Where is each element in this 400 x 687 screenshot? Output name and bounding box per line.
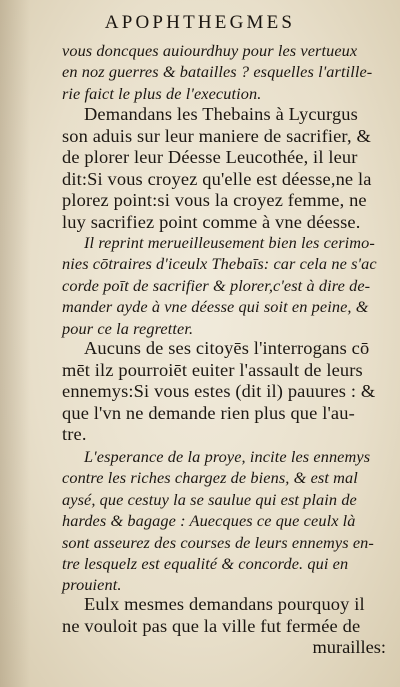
text-line: Demandans les Thebains à Lycurgus bbox=[84, 104, 358, 124]
apophthegm-paragraph-3 bbox=[62, 594, 390, 637]
apophthegm-paragraph-1 bbox=[62, 104, 390, 234]
text-line: luy sacrifiez point comme à vne déesse. bbox=[62, 211, 361, 232]
running-head: APOPHTHEGMES bbox=[104, 12, 296, 33]
text-line: pour ce la regretter. bbox=[62, 318, 194, 338]
text-line: mēt ilz pourroiēt euiter l'assault de leurs bbox=[62, 359, 363, 380]
page-gutter-shadow bbox=[0, 0, 30, 687]
commentary-paragraph-2 bbox=[62, 232, 390, 339]
text-line: rie faict le plus de l'execution. bbox=[62, 83, 262, 103]
text-line: L'esperance de la proye, incite les ennemys bbox=[84, 447, 371, 466]
text-line: contre les riches chargez de biens, & est mal bbox=[62, 468, 358, 488]
commentary-paragraph-3 bbox=[62, 446, 390, 596]
text-line: son aduis sur leur maniere de sacrifier, & bbox=[62, 125, 371, 146]
text-line: de plorer leur Déesse Leucothée, il leur bbox=[62, 147, 358, 168]
text-line: ne vouloit pas que la ville fut fermée de bbox=[62, 615, 361, 636]
text-line: hardes & bagage : Auecques ce que ceulx là bbox=[62, 511, 356, 531]
text-line: prouient. bbox=[62, 575, 122, 595]
text-line: sont asseurez des courses de leurs ennemys en- bbox=[62, 532, 374, 552]
text-line: dit:Si vous croyez qu'elle est déesse,ne la bbox=[62, 168, 372, 189]
text-line: tre lesquelz est equalité & concorde. qui en bbox=[62, 554, 349, 574]
text-line: que l'vn ne demande rien plus que l'au- bbox=[62, 402, 355, 423]
text-line: ennemys:Si vous estes (dit il) pauures : & bbox=[62, 381, 376, 402]
text-line: aysé, que cestuy la se saulue qui est plain de bbox=[62, 489, 357, 509]
commentary-paragraph-1 bbox=[62, 40, 390, 104]
catchword: murailles: bbox=[312, 637, 386, 657]
text-line: en noz guerres & batailles ? esquelles l'artille- bbox=[62, 62, 373, 82]
text-line: plorez point:si vous la croyez femme, ne bbox=[62, 190, 367, 211]
text-line: Aucuns de ses citoyēs l'interrogans cō bbox=[84, 338, 370, 358]
text-line: mander ayde à vne déesse qui soit en peine, & bbox=[62, 297, 369, 317]
text-line: Eulx mesmes demandans pourquoy il bbox=[84, 594, 365, 614]
text-line: corde poīt de sacrifier & plorer,c'est à dire de- bbox=[62, 275, 371, 295]
text-line: nies cōtraires d'iceulx Thebaīs: car cela ne s'ac bbox=[62, 254, 377, 274]
text-line: vous doncques auiourdhuy pour les vertueux bbox=[62, 41, 358, 60]
apophthegm-paragraph-2 bbox=[62, 338, 390, 446]
text-line: tre. bbox=[62, 424, 87, 445]
text-line: Il reprint merueilleusement bien les cerimo- bbox=[84, 233, 375, 252]
